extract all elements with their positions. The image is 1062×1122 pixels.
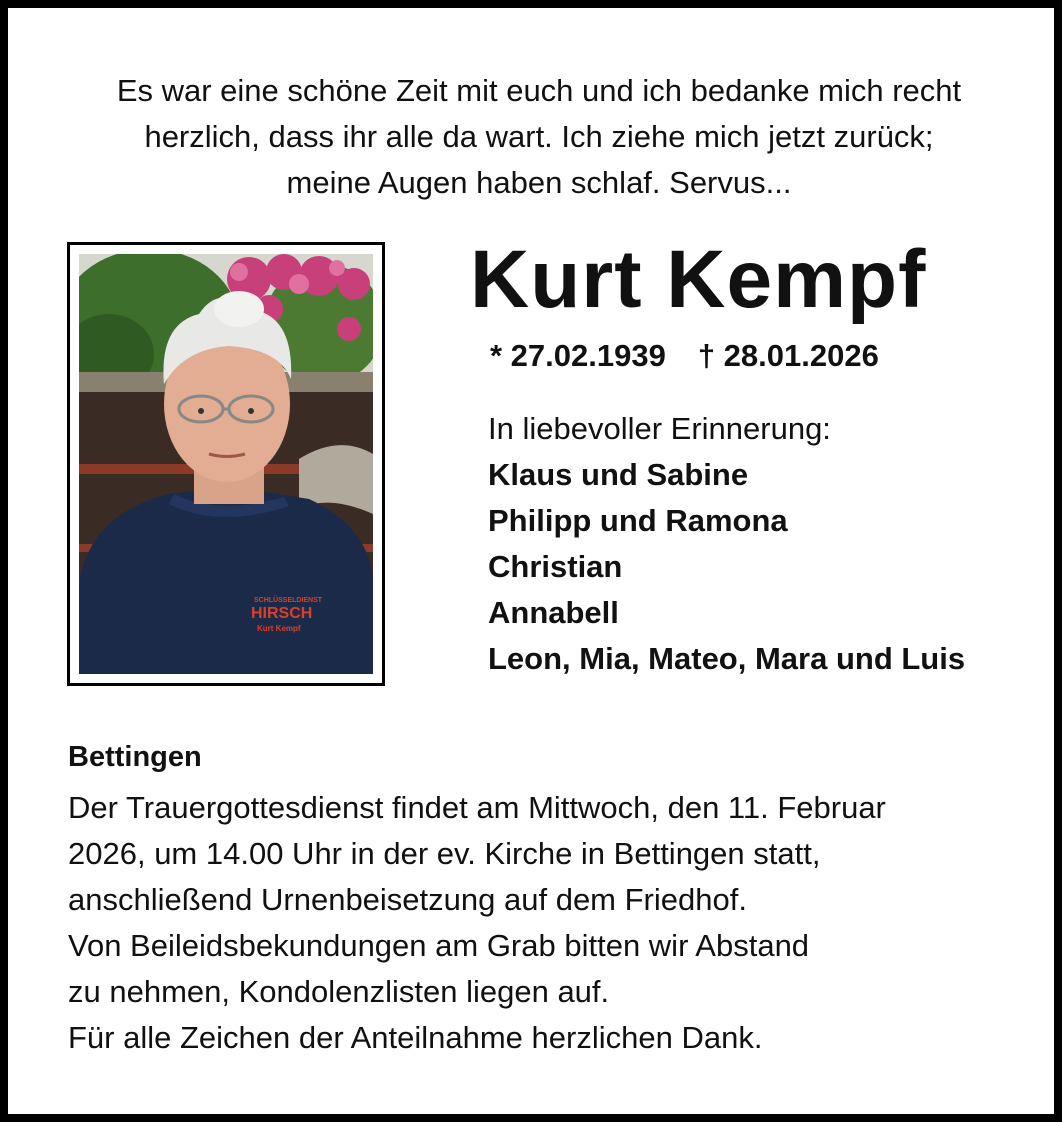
portrait-photo [67,242,385,686]
service-details [68,785,1028,1061]
quote-line: herzlich, dass ihr alle da wart. Ich ziehe mich jetzt zurück; [144,119,934,154]
service-line: zu nehmen, Kondolenzlisten liegen auf. [68,974,610,1009]
quote-line: Es war eine schöne Zeit mit euch und ich bedanke mich recht [116,73,962,108]
service-line: Für alle Zeichen der Anteilnahme herzlichen Dank. [68,1020,763,1055]
mourner-name: Christian [488,549,623,584]
service-line: Von Beileidsbekundungen am Grab bitten wir Abstand [68,928,810,963]
mourners-block [488,406,965,682]
memory-heading: In liebevoller Erinnerung: [488,411,831,446]
quote-line: meine Augen haben schlaf. Servus... [286,165,792,200]
farewell-quote [48,68,1030,206]
shirt-print-brand: HIRSCH [251,605,313,622]
service-line: anschließend Urnenbeisetzung auf dem Friedhof. [68,882,747,917]
mourner-name: Philipp und Ramona [488,503,788,538]
service-place: Bettingen [68,741,202,773]
mourner-name: Annabell [488,595,619,630]
deceased-name: Kurt Kempf [470,234,927,325]
portrait-image [79,254,373,674]
shirt-print-name: Kurt Kempf [257,624,301,633]
mourner-name: Leon, Mia, Mateo, Mara und Luis [488,641,966,676]
life-dates [490,336,879,376]
birth-date: * 27.02.1939 [490,338,666,373]
death-date: † 28.01.2026 [697,338,879,373]
mourner-name: Klaus und Sabine [488,457,749,492]
shirt-print-top: SCHLÜSSELDIENST [254,597,323,604]
service-line: Der Trauergottesdienst findet am Mittwoch, den 11. Februar [68,790,886,825]
service-line: 2026, um 14.00 Uhr in der ev. Kirche in Bettingen statt, [68,836,821,871]
